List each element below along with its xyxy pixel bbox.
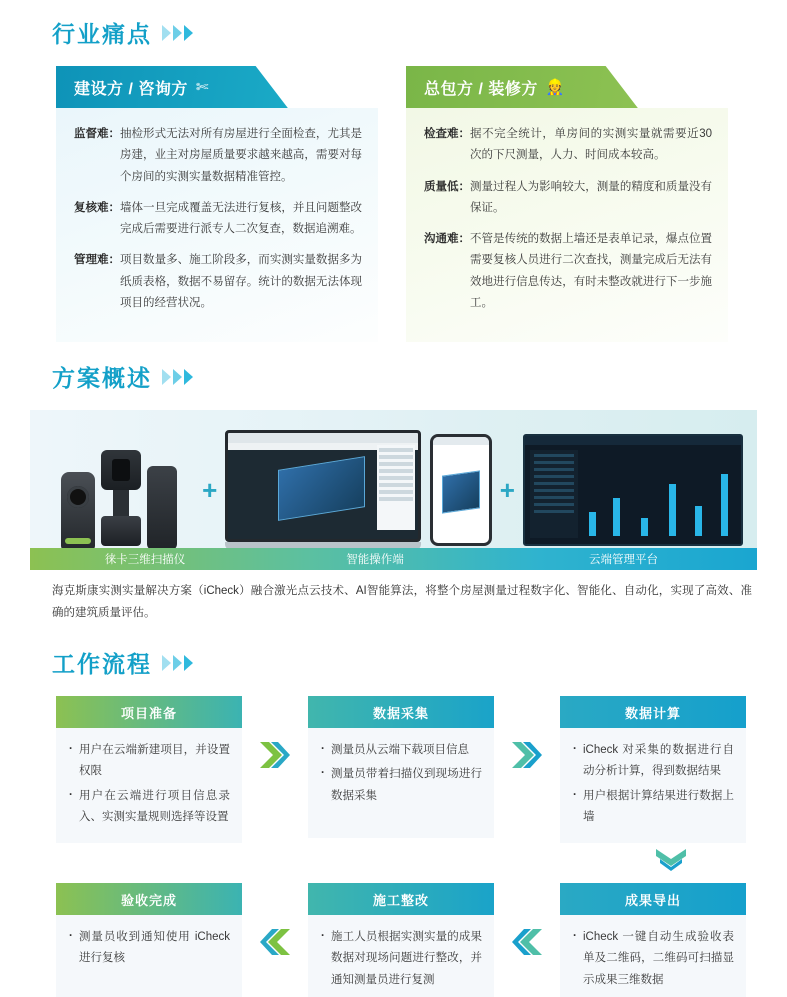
workflow-step-title: 成果导出	[560, 883, 746, 915]
painpoint-text: 测量过程人为影响较大，测量的精度和质量没有保证。	[470, 180, 712, 214]
workflow-arrow-3	[242, 883, 308, 955]
list-item: · 施工人员根据实测实量的成果数据对现场问题进行整改，并通知测量员进行复测	[320, 927, 482, 991]
cloud-dashboard-screenshot	[523, 434, 743, 546]
workflow-step-title: 验收完成	[56, 883, 242, 915]
painpoint-row	[424, 124, 712, 167]
list-item: · 用户根据计算结果进行数据上墙	[572, 786, 734, 829]
scanner-main-icon	[101, 450, 141, 550]
overview-label-scanner: 徕卡三维扫描仪	[104, 554, 186, 566]
workflow-step-body	[308, 915, 494, 997]
chevron-left-icon	[512, 929, 542, 955]
chevron-right-icon	[512, 742, 542, 768]
triple-arrow-icon	[162, 369, 193, 385]
triple-arrow-icon	[162, 25, 193, 41]
workflow-step-title: 数据采集	[308, 696, 494, 728]
painpoint-text: 项目数量多、施工阶段多，而实测实量数据多为纸质表格，数据不易留存。统计的数据无法体现项目的经营状况。	[120, 254, 362, 309]
plus-sign-2: +	[499, 474, 515, 505]
list-item: · 用户在云端新建项目，并设置权限	[68, 740, 230, 783]
workflow-arrow-1	[242, 696, 308, 768]
painpoint-row	[74, 124, 362, 188]
card-body-contractor	[406, 108, 728, 342]
list-item: · iCheck 一键自动生成验收表单及二维码，二维码可扫描显示成果三维数据	[572, 927, 734, 991]
laser-scanner-group-icon	[44, 430, 194, 550]
painpoint-row	[424, 177, 712, 220]
workflow-step-body	[560, 728, 746, 843]
plus-sign-1: +	[202, 474, 218, 505]
list-item: · 测量员收到通知使用 iCheck 进行复核	[68, 927, 230, 970]
chevron-right-icon	[260, 742, 290, 768]
painpoint-label: 管理难：	[74, 254, 120, 267]
workflow-arrow-4	[494, 883, 560, 955]
list-item: · iCheck 对采集的数据进行自动分析计算，得到数据结果	[572, 740, 734, 783]
section-header-overview	[52, 360, 193, 393]
overview-label-cloud: 云端管理平台	[589, 554, 658, 566]
workflow-row-top	[56, 696, 746, 843]
workflow-step-project-prep	[56, 696, 242, 843]
workflow-step-title: 施工整改	[308, 883, 494, 915]
workflow-step-body	[560, 915, 746, 997]
overview-description: 海克斯康实测实量解决方案（iCheck）融合激光点云技术、AI智能算法，将整个房屋测量过程数字化、智能化、自动化，实现了高效、准确的建筑质量评估。	[52, 585, 752, 620]
list-item: · 测量员从云端下载项目信息	[320, 740, 482, 761]
card-body-builder	[56, 108, 378, 342]
painpoint-label: 复核难：	[74, 201, 120, 214]
card-title-builder: 建设方 / 咨询方	[74, 80, 188, 98]
painpoint-text: 据不完全统计，单房间的实测实量就需要近30次的下尺测量，人力、时间成本较高。	[470, 128, 712, 162]
list-item: · 测量员带着扫描仪到现场进行数据采集	[320, 764, 482, 807]
workflow-row-bottom	[56, 883, 746, 997]
section-title-overview: 方案概述	[52, 365, 152, 391]
painpoint-row	[74, 250, 362, 314]
compass-icon: ✄	[195, 79, 209, 96]
painpoint-row	[74, 198, 362, 241]
section-title-workflow: 工作流程	[52, 651, 152, 677]
workflow-arrow-2	[494, 696, 560, 768]
workflow-step-result-export	[560, 883, 746, 997]
painpoint-label: 检查难：	[424, 128, 470, 140]
workflow-arrow-down	[56, 843, 746, 877]
section-header-workflow	[52, 646, 193, 679]
workflow-step-title: 项目准备	[56, 696, 242, 728]
card-header-contractor	[406, 66, 728, 108]
workflow-step-title: 数据计算	[560, 696, 746, 728]
painpoint-cards	[56, 66, 728, 342]
list-item: · 用户在云端进行项目信息录入、实测实量规则选择等设置	[68, 786, 230, 829]
worker-icon: 👷	[545, 79, 566, 96]
scanner-medium-icon	[147, 466, 177, 550]
chevron-down-icon	[656, 849, 686, 871]
workflow-step-rectification	[308, 883, 494, 997]
section-title-painpoints: 行业痛点	[52, 21, 152, 47]
painpoint-label: 质量低：	[424, 180, 470, 193]
workflow-step-body	[56, 915, 242, 997]
painpoint-card-contractor	[406, 66, 728, 342]
workflow-step-body	[308, 728, 494, 838]
overview-label-terminal: 智能操作端	[346, 554, 404, 566]
workflow-step-data-calculation	[560, 696, 746, 843]
card-title-contractor: 总包方 / 装修方	[424, 80, 538, 98]
painpoint-text: 抽检形式无法对所有房屋进行全面检查，尤其是房建，业主对房屋质量要求越来越高，需要对每个房间的实测实量数据精准管控。	[120, 128, 362, 183]
card-header-builder	[56, 66, 378, 108]
painpoint-label: 沟通难：	[424, 233, 470, 246]
painpoint-text: 不管是传统的数据上墙还是表单记录，爆点位置需要复核人员进行二次查找，测量完成后无法有效地进行信息传达，有时未整改就进行下一步施工。	[470, 233, 712, 309]
overview-label-bar	[30, 548, 757, 570]
workflow-step-body	[56, 728, 242, 843]
triple-arrow-icon	[162, 655, 193, 671]
workflow-step-acceptance-complete	[56, 883, 242, 997]
phone-app-screenshot	[430, 434, 492, 546]
scanner-small-icon	[61, 472, 95, 550]
workflow-diagram	[56, 696, 746, 997]
painpoint-text: 墙体一旦完成覆盖无法进行复核，并且问题整改完成后需要进行派专人二次复查，数据追溯难。	[120, 201, 362, 236]
painpoint-row	[424, 229, 712, 314]
painpoint-card-builder	[56, 66, 378, 342]
chevron-left-icon	[260, 929, 290, 955]
laptop-software-screenshot	[225, 430, 421, 550]
section-header-painpoints	[52, 16, 193, 49]
overview-illustration	[30, 410, 757, 570]
painpoint-label: 监督难：	[74, 128, 120, 140]
workflow-step-data-collection	[308, 696, 494, 838]
